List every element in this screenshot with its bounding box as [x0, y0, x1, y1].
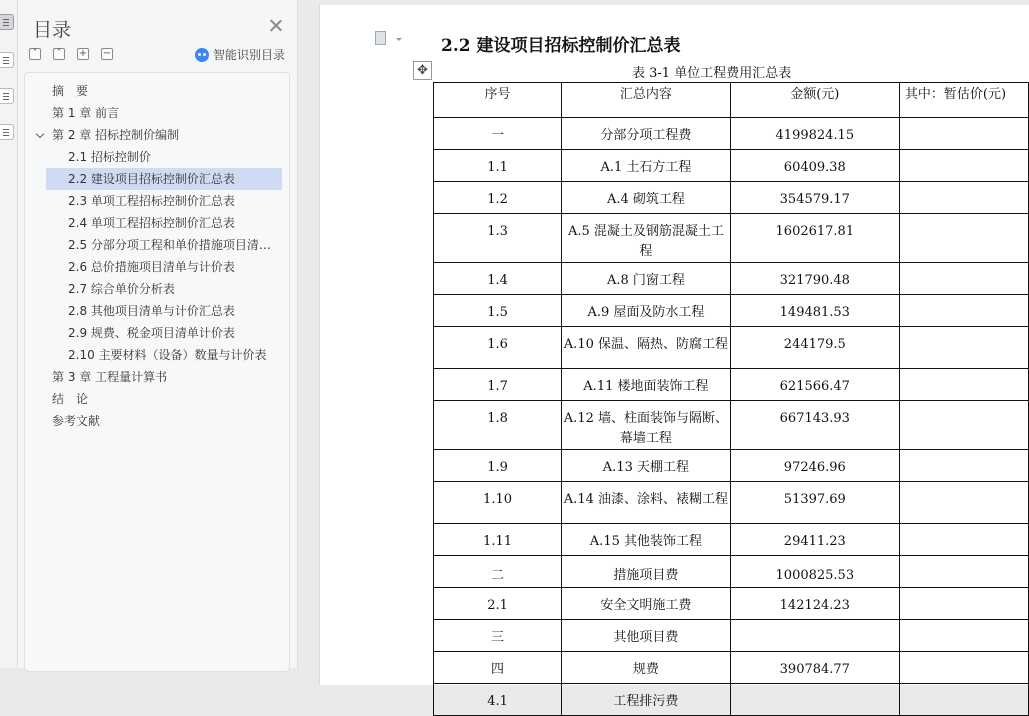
cell-row-number: 1.11	[434, 524, 562, 556]
document-icon[interactable]	[375, 31, 386, 45]
toc-panel	[18, 0, 298, 668]
cell-summary-content: A.11 楼地面装饰工程	[562, 369, 731, 401]
table-row	[434, 214, 1029, 263]
section-heading: 2.2 建设项目招标控制价汇总表	[441, 36, 681, 56]
table-row	[434, 684, 1029, 716]
cell-row-number: 二	[434, 556, 562, 588]
cell-provisional-amount	[899, 620, 1028, 652]
cell-provisional-amount	[899, 327, 1028, 369]
header-amount: 金额(元)	[730, 83, 899, 118]
cell-summary-content: A.14 油漆、涂料、裱糊工程	[562, 482, 731, 524]
cell-summary-content: A.12 墙、柱面装饰与隔断、幕墙工程	[562, 401, 731, 450]
toc-item[interactable]	[25, 146, 289, 168]
toc-item-label: 2.9 规费、税金项目清单计价表	[68, 326, 235, 340]
table-caption: 表 3-1 单位工程费用汇总表	[632, 66, 792, 81]
cell-amount: 4199824.15	[730, 118, 899, 150]
cell-provisional-amount	[899, 263, 1028, 295]
table-move-handle-icon[interactable]: ✥	[413, 61, 432, 80]
cell-summary-content: A.4 砌筑工程	[562, 182, 731, 214]
toc-item-label: 2.10 主要材料（设备）数量与计价表	[68, 348, 267, 362]
toc-item[interactable]	[25, 234, 289, 256]
toc-item[interactable]	[25, 366, 289, 388]
cell-provisional-amount	[899, 556, 1028, 588]
cell-row-number: 1.4	[434, 263, 562, 295]
toc-item[interactable]	[25, 80, 289, 102]
toc-item[interactable]	[25, 300, 289, 322]
table-row	[434, 150, 1029, 182]
cell-summary-content: 规费	[562, 652, 731, 684]
cell-amount: 390784.77	[730, 652, 899, 684]
cell-row-number: 1.8	[434, 401, 562, 450]
table-row	[434, 556, 1029, 588]
header-provisional-amount: 其中：暂估价(元)	[899, 83, 1028, 118]
cell-provisional-amount	[899, 482, 1028, 524]
cell-summary-content: 工程排污费	[562, 684, 731, 716]
cell-provisional-amount	[899, 524, 1028, 556]
left-icon-rail	[0, 0, 18, 668]
cell-row-number: 1.5	[434, 295, 562, 327]
cell-row-number: 4.1	[434, 684, 562, 716]
cell-amount: 142124.23	[730, 588, 899, 620]
cell-amount: 354579.17	[730, 182, 899, 214]
header-row-number: 序号	[434, 83, 562, 118]
cell-summary-content: 分部分项工程费	[562, 118, 731, 150]
cell-amount: 51397.69	[730, 482, 899, 524]
toc-item-label: 2.5 分部分项工程和单价措施项目清…	[68, 238, 271, 252]
toc-item-label: 2.4 单项工程招标控制价汇总表	[68, 216, 235, 230]
toc-item-label: 参考文献	[52, 414, 101, 428]
cell-provisional-amount	[899, 182, 1028, 214]
toc-list	[24, 72, 290, 672]
table-row	[434, 369, 1029, 401]
toc-item[interactable]	[25, 410, 289, 432]
cell-row-number: 2.1	[434, 588, 562, 620]
toc-item[interactable]	[25, 256, 289, 278]
toc-item-label: 结 论	[52, 392, 89, 406]
toc-item-label: 第 1 章 前言	[52, 106, 120, 120]
cost-summary-table	[433, 82, 1029, 716]
toc-item[interactable]	[25, 190, 289, 212]
cell-row-number: 三	[434, 620, 562, 652]
header-summary-content: 汇总内容	[562, 83, 731, 118]
smart-toc-button[interactable]	[195, 46, 285, 63]
chevron-down-icon[interactable]	[36, 130, 44, 138]
cell-provisional-amount	[899, 150, 1028, 182]
toc-item-label: 2.1 招标控制价	[68, 150, 151, 164]
cell-amount	[730, 620, 899, 652]
table-row	[434, 652, 1029, 684]
cell-summary-content: 措施项目费	[562, 556, 731, 588]
cell-provisional-amount	[899, 652, 1028, 684]
cell-row-number: 1.3	[434, 214, 562, 263]
find-rail-icon[interactable]	[0, 124, 14, 140]
table-row	[434, 450, 1029, 482]
toc-item-label: 第 3 章 工程量计算书	[52, 370, 168, 384]
smart-toc-label: 智能识别目录	[213, 48, 286, 62]
cell-provisional-amount	[899, 450, 1028, 482]
table-row	[434, 588, 1029, 620]
table-header-row	[434, 83, 1029, 118]
cell-provisional-amount	[899, 214, 1028, 263]
cell-amount: 149481.53	[730, 295, 899, 327]
toc-item[interactable]	[25, 278, 289, 300]
cell-row-number: 1.7	[434, 369, 562, 401]
toc-title: 目录	[33, 19, 72, 41]
toc-item[interactable]	[25, 322, 289, 344]
cell-amount	[730, 684, 899, 716]
toc-item-label: 2.3 单项工程招标控制价汇总表	[68, 194, 235, 208]
document-area	[299, 0, 1021, 709]
table-row	[434, 482, 1029, 524]
toc-item-label: 2.7 综合单价分析表	[68, 282, 175, 296]
toc-item[interactable]	[46, 168, 282, 190]
toc-item-label: 2.2 建设项目招标控制价汇总表	[68, 172, 235, 186]
toc-item[interactable]	[25, 388, 289, 410]
cell-provisional-amount	[899, 684, 1028, 716]
remove-heading-icon[interactable]: −	[102, 48, 112, 59]
cell-provisional-amount	[899, 118, 1028, 150]
cell-summary-content: 安全文明施工费	[562, 588, 731, 620]
cell-amount: 621566.47	[730, 369, 899, 401]
cell-provisional-amount	[899, 369, 1028, 401]
page-rail-icon[interactable]	[0, 52, 14, 68]
bookmark-rail-icon[interactable]	[0, 88, 14, 104]
cell-row-number: 四	[434, 652, 562, 684]
cell-amount: 29411.23	[730, 524, 899, 556]
cell-summary-content: A.5 混凝土及钢筋混凝土工程	[562, 214, 731, 263]
cell-provisional-amount	[899, 588, 1028, 620]
document-page	[319, 5, 1029, 709]
cell-amount: 60409.38	[730, 150, 899, 182]
add-heading-icon[interactable]: +	[78, 48, 88, 59]
toc-item-label: 第 2 章 招标控制价编制	[52, 128, 180, 142]
toc-rail-icon[interactable]	[0, 14, 14, 30]
cell-row-number: 1.9	[434, 450, 562, 482]
cell-provisional-amount	[899, 401, 1028, 450]
cell-summary-content: A.15 其他装饰工程	[562, 524, 731, 556]
toc-item[interactable]	[25, 344, 289, 366]
toc-item-label: 2.6 总价措施项目清单与计价表	[68, 260, 235, 274]
cell-amount: 1000825.53	[730, 556, 899, 588]
table-row	[434, 182, 1029, 214]
toc-item[interactable]	[25, 212, 289, 234]
table-row	[434, 118, 1029, 150]
cell-summary-content: A.8 门窗工程	[562, 263, 731, 295]
table-row	[434, 524, 1029, 556]
expand-all-icon[interactable]: ˄	[53, 48, 65, 60]
cell-amount: 321790.48	[730, 263, 899, 295]
cell-row-number: 1.2	[434, 182, 562, 214]
cell-row-number: 1.10	[434, 482, 562, 524]
cell-amount: 1602617.81	[730, 214, 899, 263]
table-row	[434, 295, 1029, 327]
smart-recognize-icon	[195, 48, 209, 62]
cell-summary-content: A.13 天棚工程	[562, 450, 731, 482]
cell-row-number: 1.1	[434, 150, 562, 182]
cell-summary-content: A.10 保温、隔热、防腐工程	[562, 327, 731, 369]
toc-item-label: 2.8 其他项目清单与计价汇总表	[68, 304, 235, 318]
cell-row-number: 1.6	[434, 327, 562, 369]
cell-summary-content: 其他项目费	[562, 620, 731, 652]
cell-summary-content: A.9 屋面及防水工程	[562, 295, 731, 327]
table-row	[434, 401, 1029, 450]
toc-item[interactable]	[25, 124, 289, 146]
cell-summary-content: A.1 土石方工程	[562, 150, 731, 182]
close-icon[interactable]	[269, 18, 283, 32]
table-row	[434, 620, 1029, 652]
toc-item-label: 摘 要	[52, 84, 89, 98]
table-row	[434, 327, 1029, 369]
collapse-all-icon[interactable]: ˅	[29, 48, 41, 60]
cell-amount: 667143.93	[730, 401, 899, 450]
cell-row-number: 一	[434, 118, 562, 150]
cell-amount: 244179.5	[730, 327, 899, 369]
chevron-down-icon[interactable]	[396, 38, 402, 41]
table-row	[434, 263, 1029, 295]
toc-item[interactable]	[25, 102, 289, 124]
cell-provisional-amount	[899, 295, 1028, 327]
cell-amount: 97246.96	[730, 450, 899, 482]
